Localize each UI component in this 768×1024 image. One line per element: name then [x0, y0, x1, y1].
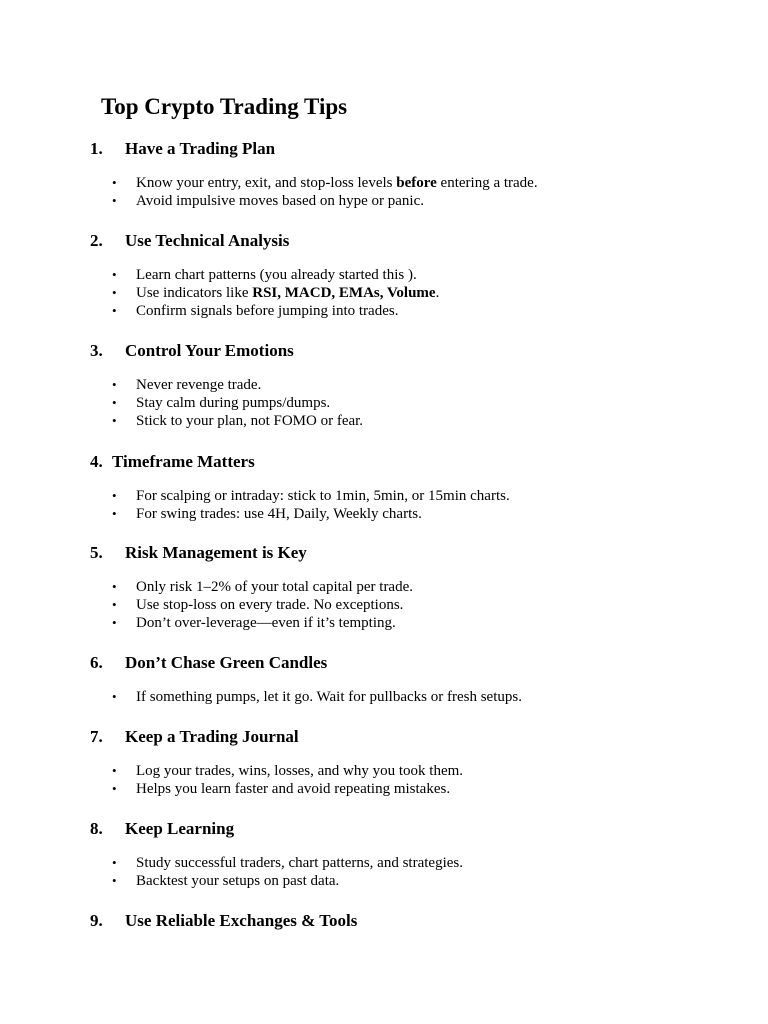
section-number: 2.	[90, 231, 103, 250]
bullet-text-part: Avoid impulsive moves based on hype or panic.	[136, 193, 425, 209]
bullet-text	[136, 487, 510, 505]
bullet-text-part: Know your entry, exit, and stop-loss levels	[136, 175, 397, 191]
bullet-text-part: Confirm signals before jumping into trades.	[136, 303, 399, 319]
section-heading-text: Have a Trading Plan	[125, 139, 276, 158]
bullet-text	[136, 394, 330, 412]
bold-emphasis: before	[396, 175, 437, 191]
bullet-text-part: Log your trades, wins, losses, and why you took them.	[136, 763, 464, 779]
bullet-icon: •	[112, 597, 117, 612]
bullet-icon: •	[112, 873, 117, 888]
bullet-text-part: Use stop-loss on every trade. No exceptions.	[136, 597, 404, 613]
bullet-text	[136, 762, 463, 780]
section-number: 3.	[90, 341, 103, 360]
bullet-text	[136, 780, 450, 798]
bullet-icon: •	[112, 303, 117, 318]
bullet-text-part: If something pumps, let it go. Wait for pullbacks or fresh setups.	[136, 689, 522, 705]
bullet-text	[136, 578, 413, 596]
section-heading	[0, 652, 768, 674]
bold-emphasis: RSI, MACD, EMAs, Volume	[252, 285, 436, 301]
section-heading-text: Keep Learning	[125, 819, 235, 838]
bullet-text-part: entering a trade.	[436, 175, 538, 191]
section-number: 8.	[90, 819, 103, 838]
bullet-text	[136, 174, 538, 192]
section-heading	[0, 726, 768, 748]
bullet-icon: •	[112, 506, 117, 521]
section-heading	[0, 138, 768, 160]
bullet-icon: •	[112, 689, 117, 704]
bullet-icon: •	[112, 615, 117, 630]
bullet-text	[136, 302, 398, 320]
section-heading-text: Control Your Emotions	[125, 341, 294, 360]
section-heading	[0, 230, 768, 252]
section-number: 4.	[90, 452, 103, 471]
section-number: 6.	[90, 653, 103, 672]
bullet-text	[136, 412, 363, 430]
bullet-text	[136, 854, 463, 872]
bullet-icon: •	[112, 395, 117, 410]
bullet-text-part: Learn chart patterns (you already started this ).	[136, 267, 417, 283]
bullet-icon: •	[112, 193, 117, 208]
bullet-text	[136, 376, 261, 394]
section-number: 5.	[90, 543, 103, 562]
section-heading-text: Don’t Chase Green Candles	[125, 653, 328, 672]
section-number: 7.	[90, 727, 103, 746]
bullet-icon: •	[112, 285, 117, 300]
section-heading	[0, 451, 768, 473]
bullet-icon: •	[112, 855, 117, 870]
bullet-text	[136, 614, 396, 632]
bullet-text-part: Stay calm during pumps/dumps.	[136, 395, 331, 411]
bullet-icon: •	[112, 488, 117, 503]
bullet-icon: •	[112, 267, 117, 282]
bullet-text-part: Don’t over-leverage—even if it’s tempting.	[136, 615, 396, 631]
bullet-icon: •	[112, 377, 117, 392]
bullet-text	[136, 505, 422, 523]
bullet-text-part: Never revenge trade.	[136, 377, 262, 393]
bullet-text-part: Study successful traders, chart patterns, and strategies.	[136, 855, 463, 871]
section-heading-text: Use Technical Analysis	[125, 231, 290, 250]
bullet-text	[136, 266, 417, 284]
bullet-icon: •	[112, 175, 117, 190]
section-heading-text: Timeframe Matters	[112, 452, 255, 471]
section-number: 1.	[90, 139, 103, 158]
page-title: Top Crypto Trading Tips	[101, 94, 348, 119]
section-number: 9.	[90, 911, 103, 930]
section-heading-text: Use Reliable Exchanges & Tools	[125, 911, 358, 930]
bullet-text-part: Stick to your plan, not FOMO or fear.	[136, 413, 364, 429]
bullet-text-part: .	[435, 285, 440, 301]
bullet-text	[136, 596, 403, 614]
section-heading-text: Keep a Trading Journal	[125, 727, 299, 746]
section-heading	[0, 818, 768, 840]
bullet-text-part: Backtest your setups on past data.	[136, 873, 340, 889]
section-heading	[0, 340, 768, 362]
section-heading	[0, 542, 768, 564]
bullet-icon: •	[112, 413, 117, 428]
bullet-text	[136, 688, 522, 706]
bullet-text	[136, 284, 439, 302]
bullet-text	[136, 872, 339, 890]
bullet-icon: •	[112, 579, 117, 594]
bullet-icon: •	[112, 763, 117, 778]
bullet-text-part: Use indicators like	[136, 285, 253, 301]
section-heading-text: Risk Management is Key	[125, 543, 307, 562]
bullet-text-part: For swing trades: use 4H, Daily, Weekly charts.	[136, 506, 422, 522]
bullet-text-part: For scalping or intraday: stick to 1min, 5min, or 15min charts.	[136, 488, 510, 504]
section-heading	[0, 910, 768, 932]
bullet-text-part: Helps you learn faster and avoid repeating mistakes.	[136, 781, 451, 797]
bullet-text-part: Only risk 1–2% of your total capital per trade.	[136, 579, 414, 595]
bullet-icon: •	[112, 781, 117, 796]
bullet-text	[136, 192, 424, 210]
